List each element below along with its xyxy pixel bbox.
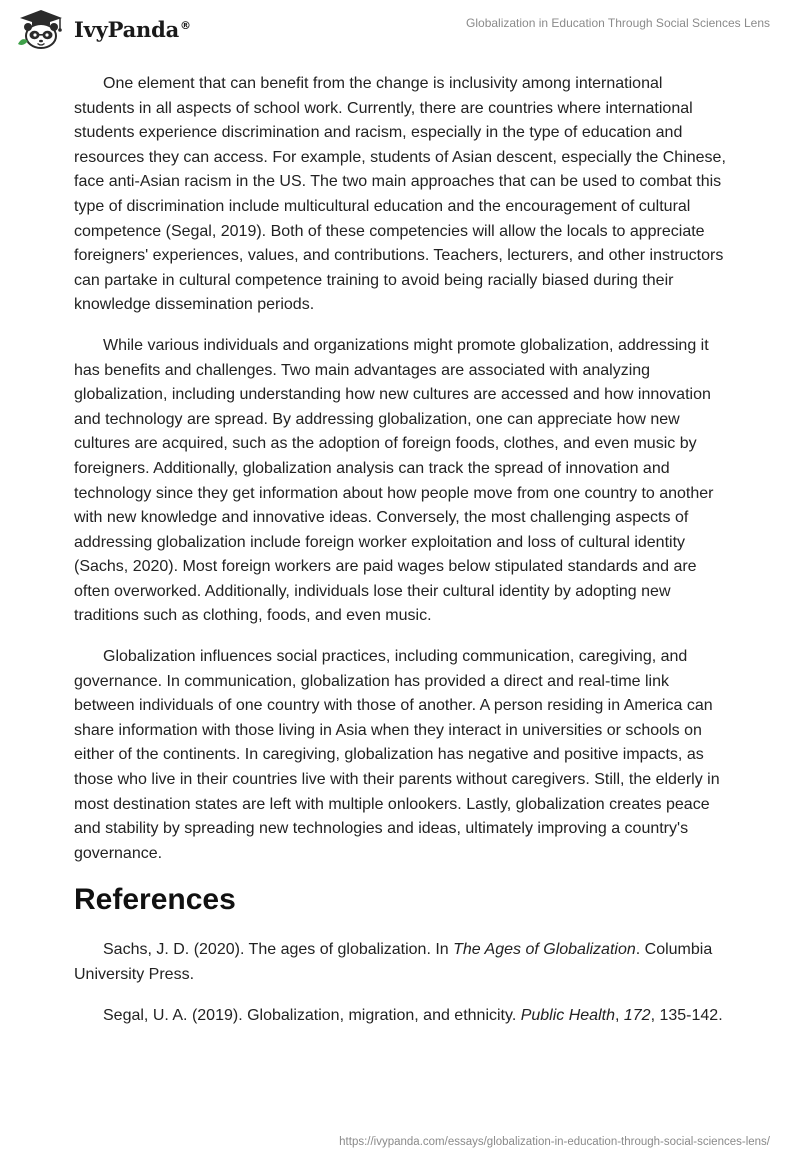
document-title: Globalization in Education Through Social Sciences Lens	[466, 16, 770, 30]
registered-mark: ®	[180, 18, 191, 32]
reference-text: Sachs, J. D. (2020). The ages of globalization. In	[103, 941, 454, 959]
reference-text: Segal, U. A. (2019). Globalization, migration, and ethnicity.	[103, 1006, 521, 1024]
paragraph: While various individuals and organizations might promote globalization, addressing it has benefits and challenges. Two main advantages are associated with analyzing globalization, including understanding how new cultures are accessed and how innovation and technology are spread. By addressing globalization, one can appreciate how new cultures are acquired, such as the adoption of foreign foods, clothes, and even music by foreigners. Additionally, globalization analysis can track the spread of innovation and technology since they get information about how people move from one country to another with new knowledge and innovative ideas. Conversely, the most challenging aspects of addressing globalization include foreign worker exploitation and loss of cultural identity (Sachs, 2020). Most foreign workers are paid wages below stipulated standards and are often overworked. Additionally, individuals lose their cultural identity by adopting new traditions such as clothing, foods, and even music.	[74, 336, 714, 625]
reference-item	[74, 938, 726, 987]
reference-publisher: . Columbia University Press.	[74, 941, 713, 983]
source-url[interactable]: https://ivypanda.com/essays/globalization-in-education-through-social-sciences-lens/	[339, 1136, 770, 1148]
reference-pages: , 135-142.	[650, 1006, 723, 1024]
reference-volume: 172	[623, 1006, 651, 1024]
logo-text: IvyPanda®	[74, 16, 191, 42]
reference-separator: ,	[614, 1006, 624, 1024]
essay-body	[74, 72, 726, 1044]
paragraph: One element that can benefit from the change is inclusivity among international students in all aspects of school work. Currently, there are countries where international students experience discrimination and racism, especially in the type of education and resources they can access. For example, students of Asian descent, especially the Chinese, face anti-Asian racism in the US. The two main approaches that can be used to combat this type of discrimination include multicultural education and the encouragement of cultural competence (Segal, 2019). Both of these competencies will allow the locals to appreciate foreigners' experiences, values, and contributions. Teachers, lecturers, and other instructors can partake in cultural competence training to avoid being racially biased during their knowledge dissemination periods.	[74, 75, 726, 314]
page-header	[0, 0, 800, 60]
references-heading: References	[74, 883, 236, 917]
reference-journal: Public Health	[520, 1006, 615, 1024]
panda-graduation-icon	[14, 8, 68, 50]
paragraph: Globalization influences social practices, including communication, caregiving, and governance. In communication, globalization has provided a direct and real-time link between individuals of one country with those of another. A person residing in America can share information with those living in Asia when they interact in universities or schools on either of the continents. In caregiving, globalization has negative and positive impacts, as those who live in their countries live with their parents without caregivers. Still, the elderly in most destination states are left with multiple onlookers. Lastly, globalization creates peace and stability by spreading new technologies and ideas, ultimately improving a country's governance.	[74, 648, 720, 862]
reference-item	[74, 1004, 726, 1029]
ivypanda-logo[interactable]	[14, 8, 191, 50]
reference-title: The Ages of Globalization	[453, 941, 636, 959]
